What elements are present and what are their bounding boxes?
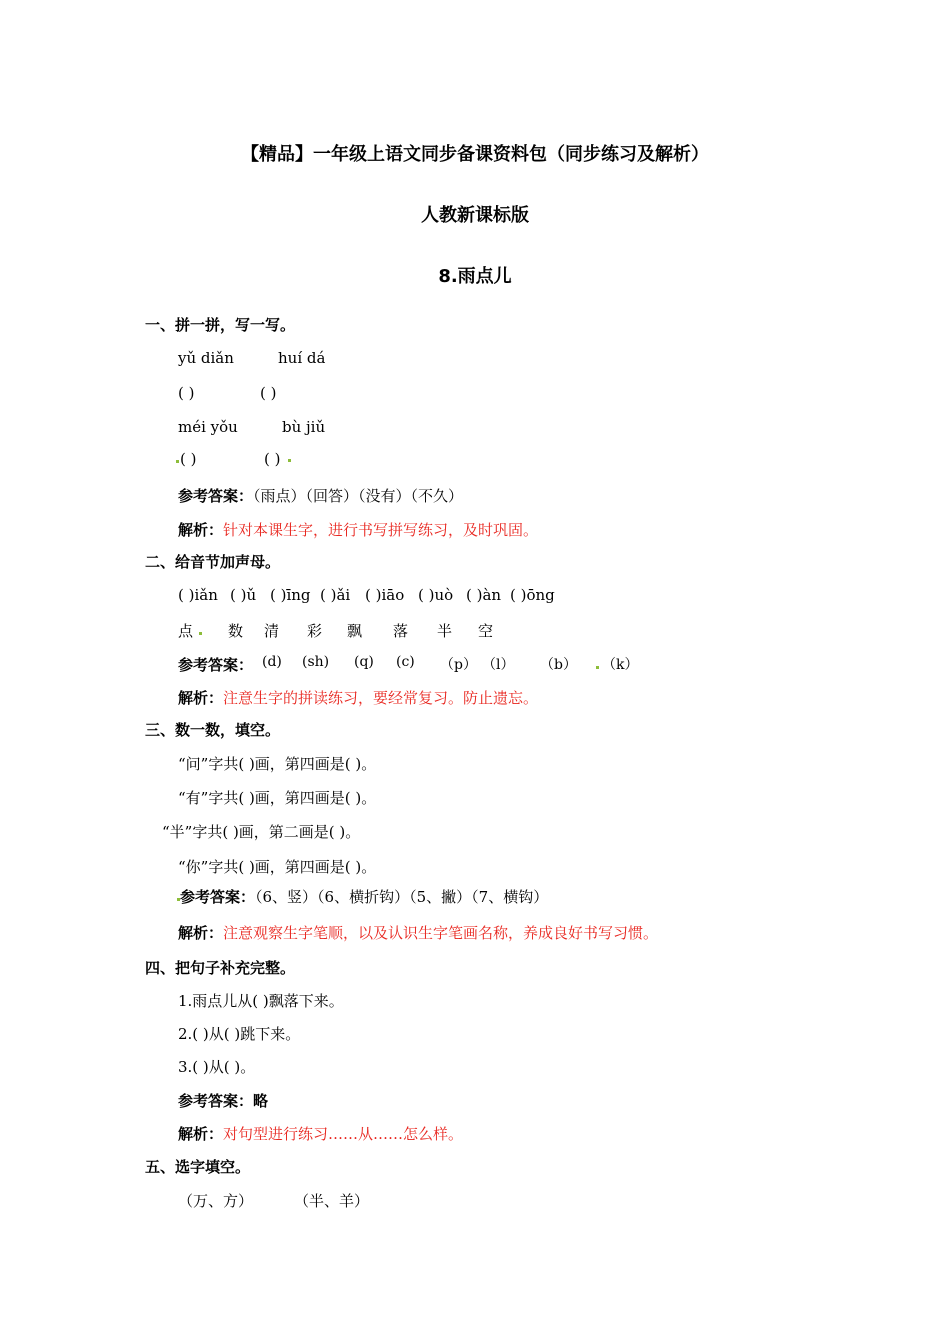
answer-label: 参考答案：	[178, 656, 254, 674]
hanzi: 点	[178, 622, 194, 640]
blank-4: ( )	[264, 450, 281, 468]
answer-item: (q)	[354, 654, 374, 670]
analysis-label: 解析：	[178, 924, 224, 942]
marker-dot	[596, 666, 599, 669]
analysis-row-3	[178, 922, 658, 943]
stroke-question: “有”字共( )画，第四画是( )。	[178, 789, 377, 807]
analysis-label: 解析：	[178, 1125, 224, 1143]
analysis-label: 解析：	[178, 689, 224, 707]
syllable: ( )ǔ	[230, 586, 257, 604]
section-5-heading: 五、选字填空。	[145, 1158, 251, 1176]
section-1-heading: 一、拼一拼，写一写。	[145, 316, 296, 334]
answer-item: （b）	[540, 657, 577, 673]
stroke-question: “问”字共( )画，第四画是( )。	[178, 755, 377, 773]
pinyin-1: yǔ diǎn	[178, 349, 234, 367]
hanzi: 数	[228, 622, 244, 640]
section-2-heading: 二、给音节加声母。	[145, 553, 281, 571]
analysis-label: 解析：	[178, 521, 224, 539]
syllable: ( )ōng	[510, 586, 555, 604]
answer-text: （雨点）（回答）（没有）（不久）	[253, 487, 464, 505]
blank-1: ( )	[178, 384, 195, 402]
choice-pair-2: （半、羊）	[294, 1192, 370, 1210]
answer-item: (d)	[262, 654, 282, 670]
marker-dot	[199, 632, 202, 635]
pinyin-4: bù jiǔ	[282, 418, 326, 436]
answer-item: （k）	[602, 657, 639, 673]
pinyin-2: huí dá	[278, 349, 326, 367]
marker-dot	[288, 459, 291, 462]
stroke-question: “半”字共( )画，第二画是( )。	[162, 823, 361, 841]
syllable: ( )ǎi	[320, 586, 351, 604]
lesson-title: 8.雨点儿	[438, 266, 512, 287]
syllable: ( )àn	[466, 586, 502, 604]
answer-label: 参考答案：	[178, 487, 254, 505]
doc-edition: 人教新课标版	[421, 205, 529, 226]
doc-title: 【精品】一年级上语文同步备课资料包（同步练习及解析）	[241, 144, 709, 165]
answer-text: （6、竖）（6、横折钩）（5、撇）（7、横钩）	[255, 888, 549, 906]
sentence-item: 3.( )从( )。	[178, 1058, 256, 1076]
sentence-item: 1.雨点儿从( )飘落下来。	[178, 992, 344, 1010]
analysis-row-2	[178, 687, 538, 708]
hanzi: 半	[437, 622, 453, 640]
answer-item: （p）	[440, 657, 477, 673]
pinyin-3: méi yǒu	[178, 418, 238, 436]
hanzi: 清	[264, 622, 280, 640]
blank-3: ( )	[180, 450, 197, 468]
syllable: ( )uò	[418, 586, 454, 604]
analysis-text: 对句型进行练习……从……怎么样。	[223, 1125, 464, 1143]
syllable: ( )iǎn	[178, 586, 218, 604]
syllable: ( )iāo	[365, 586, 405, 604]
analysis-row-1	[178, 519, 538, 540]
answer-item: (sh)	[302, 654, 330, 670]
sentence-item: 2.( )从( )跳下来。	[178, 1025, 301, 1043]
hanzi: 空	[478, 622, 494, 640]
answer-row-1	[178, 485, 463, 506]
analysis-text: 针对本课生字，进行书写拼写练习，及时巩固。	[223, 521, 539, 539]
analysis-text: 注意观察生字笔顺，以及认识生字笔画名称，养成良好书写习惯。	[223, 924, 659, 942]
choice-pair-1: （万、方）	[178, 1192, 254, 1210]
analysis-row-4	[178, 1123, 463, 1144]
syllable: ( )īng	[270, 586, 311, 604]
section-3-heading: 三、数一数，填空。	[145, 721, 281, 739]
marker-dot	[176, 460, 179, 463]
answer-row-3	[180, 886, 548, 907]
hanzi: 飘	[347, 622, 363, 640]
stroke-question: “你”字共( )画，第四画是( )。	[178, 858, 377, 876]
hanzi: 落	[393, 622, 409, 640]
answer-text: 略	[253, 1092, 269, 1110]
answer-label: 参考答案：	[178, 1092, 254, 1110]
section-4-heading: 四、把句子补充完整。	[145, 959, 296, 977]
analysis-text: 注意生字的拼读练习，要经常复习。防止遗忘。	[223, 689, 539, 707]
answer-label: 参考答案：	[180, 888, 256, 906]
answer-item: (c)	[396, 654, 415, 670]
answer-row-4	[178, 1090, 268, 1111]
blank-2: ( )	[260, 384, 277, 402]
answer-item: （l）	[482, 657, 515, 673]
hanzi: 彩	[307, 622, 323, 640]
